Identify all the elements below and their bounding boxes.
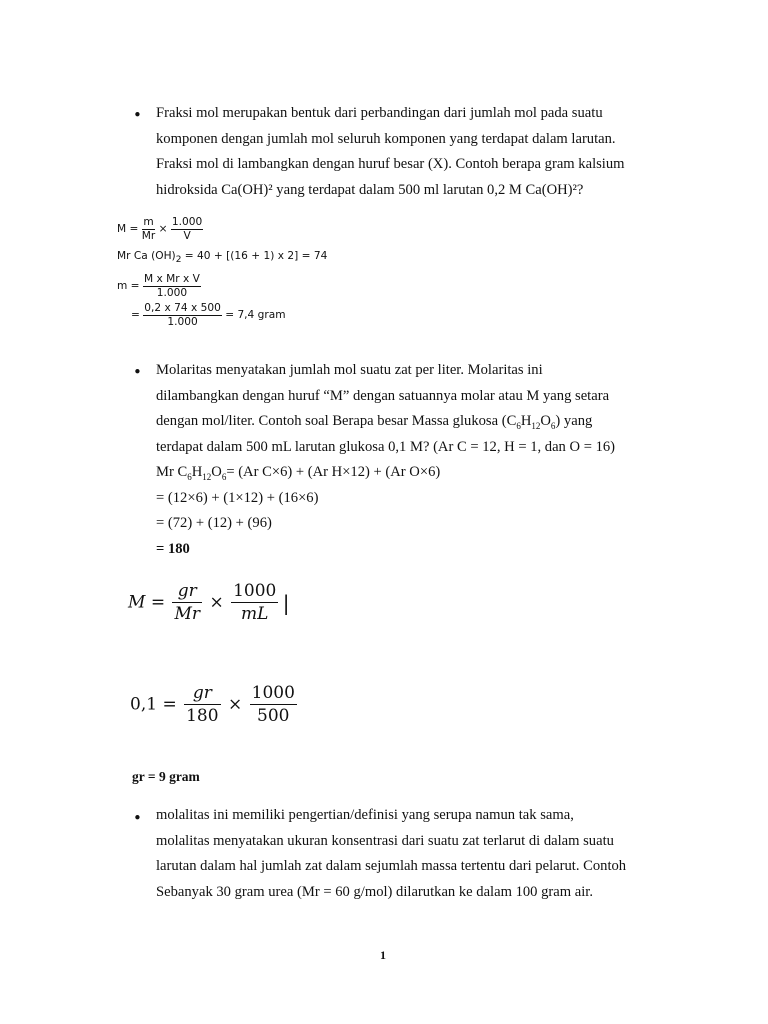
text-line: = (12×6) + (1×12) + (16×6) <box>156 489 319 506</box>
text-line: komponen dengan jumlah mol seluruh komponen yang terdapat dalam larutan. <box>156 130 616 147</box>
text-line: terdapat dalam 500 mL larutan glukosa 0,1 M? (Ar C = 12, H = 1, dan O = 16) <box>156 438 616 455</box>
result-text: gr = 9 gram <box>132 769 200 784</box>
text-line: Fraksi mol merupakan bentuk dari perbandingan dari jumlah mol pada suatu <box>156 105 603 121</box>
text-line: molalitas ini memiliki pengertian/definisi yang serupa namun tak sama, <box>156 807 574 823</box>
molalitas-paragraph <box>156 803 646 905</box>
text-line: = 180 <box>156 540 190 557</box>
text-line: Sebanyak 30 gram urea (Mr = 60 g/mol) dilarutkan ke dalam 100 gram air. <box>156 883 593 900</box>
text-cursor: | <box>282 590 290 615</box>
text-line: Fraksi mol di lambangkan dengan huruf besar (X). Contoh berapa gram kalsium <box>156 156 625 172</box>
text-line: hidroksida Ca(OH)² yang terdapat dalam 500 ml larutan 0,2 M Ca(OH)²? <box>156 181 584 198</box>
text-line: Mr $C_6H_{12}O_6= (Ar$ C×6) + (Ar H×12) + (Ar O×6) <box>156 464 441 482</box>
bullet: • <box>133 809 142 827</box>
fraction: $\frac{\text{M x Mr x V}}{1.000}$ <box>143 273 200 299</box>
fraction: $\frac{m}{Mr}$ <box>141 216 156 242</box>
formula-row-4: = $\frac{0,2 x 74 x 500}{1.000}$ = 7,4 gram <box>131 302 286 328</box>
text-line: dengan mol/liter. Contoh soal Berapa besar Massa glukosa $(C_6H_{12}O_6)$ yang <box>156 413 593 431</box>
formula-row-1: M = $\frac{m}{Mr}$ × $\frac{1.000}{V}$ <box>117 216 203 242</box>
fraction: $\frac{gr}{Mr}$ <box>174 581 201 624</box>
substitution-equation: 0,1 = $\frac{gr}{180}$ × $\frac{1000}{500}$ <box>130 683 295 726</box>
text-line: dilambangkan dengan huruf “M” dengan satuannya molar atau M yang setara <box>156 387 610 404</box>
fraction: $\frac{1000}{500}$ <box>251 683 295 726</box>
fraction: $\frac{1000}{mL}$ <box>233 581 277 624</box>
formula-row-2: Mr Ca $(OH)_2 = 40 + [(16 + 1)$ x 2] = 74 <box>117 250 328 266</box>
text-line: molalitas menyatakan ukuran konsentrasi dari suatu zat terlarut di dalam suatu <box>156 832 614 849</box>
fraction: $\frac{gr}{180}$ <box>186 683 219 726</box>
molarity-equation: M = $\frac{gr}{Mr}$ × $\frac{1000}{mL}$ | <box>128 581 290 624</box>
bullet: • <box>133 363 142 381</box>
page-number: 1 <box>380 948 386 962</box>
fraksi-mol-paragraph <box>156 101 629 203</box>
text-line: = (72) + (12) + (96) <box>156 515 272 531</box>
fraction: $\frac{1.000}{V}$ <box>171 216 203 242</box>
text-line: larutan dalam hal jumlah zat dalam sejumlah massa tertentu dari pelarut. Contoh <box>156 858 627 874</box>
bullet: • <box>133 106 142 124</box>
formula-row-3: m = $\frac{\text{M x Mr x V}}{1.000}$ <box>117 273 200 299</box>
fraction: $\frac{0,2 x 74 x 500}{1.000}$ <box>144 302 221 328</box>
molaritas-paragraph <box>156 358 636 562</box>
text-line: Molaritas menyatakan jumlah mol suatu zat per liter. Molaritas ini <box>156 362 543 378</box>
